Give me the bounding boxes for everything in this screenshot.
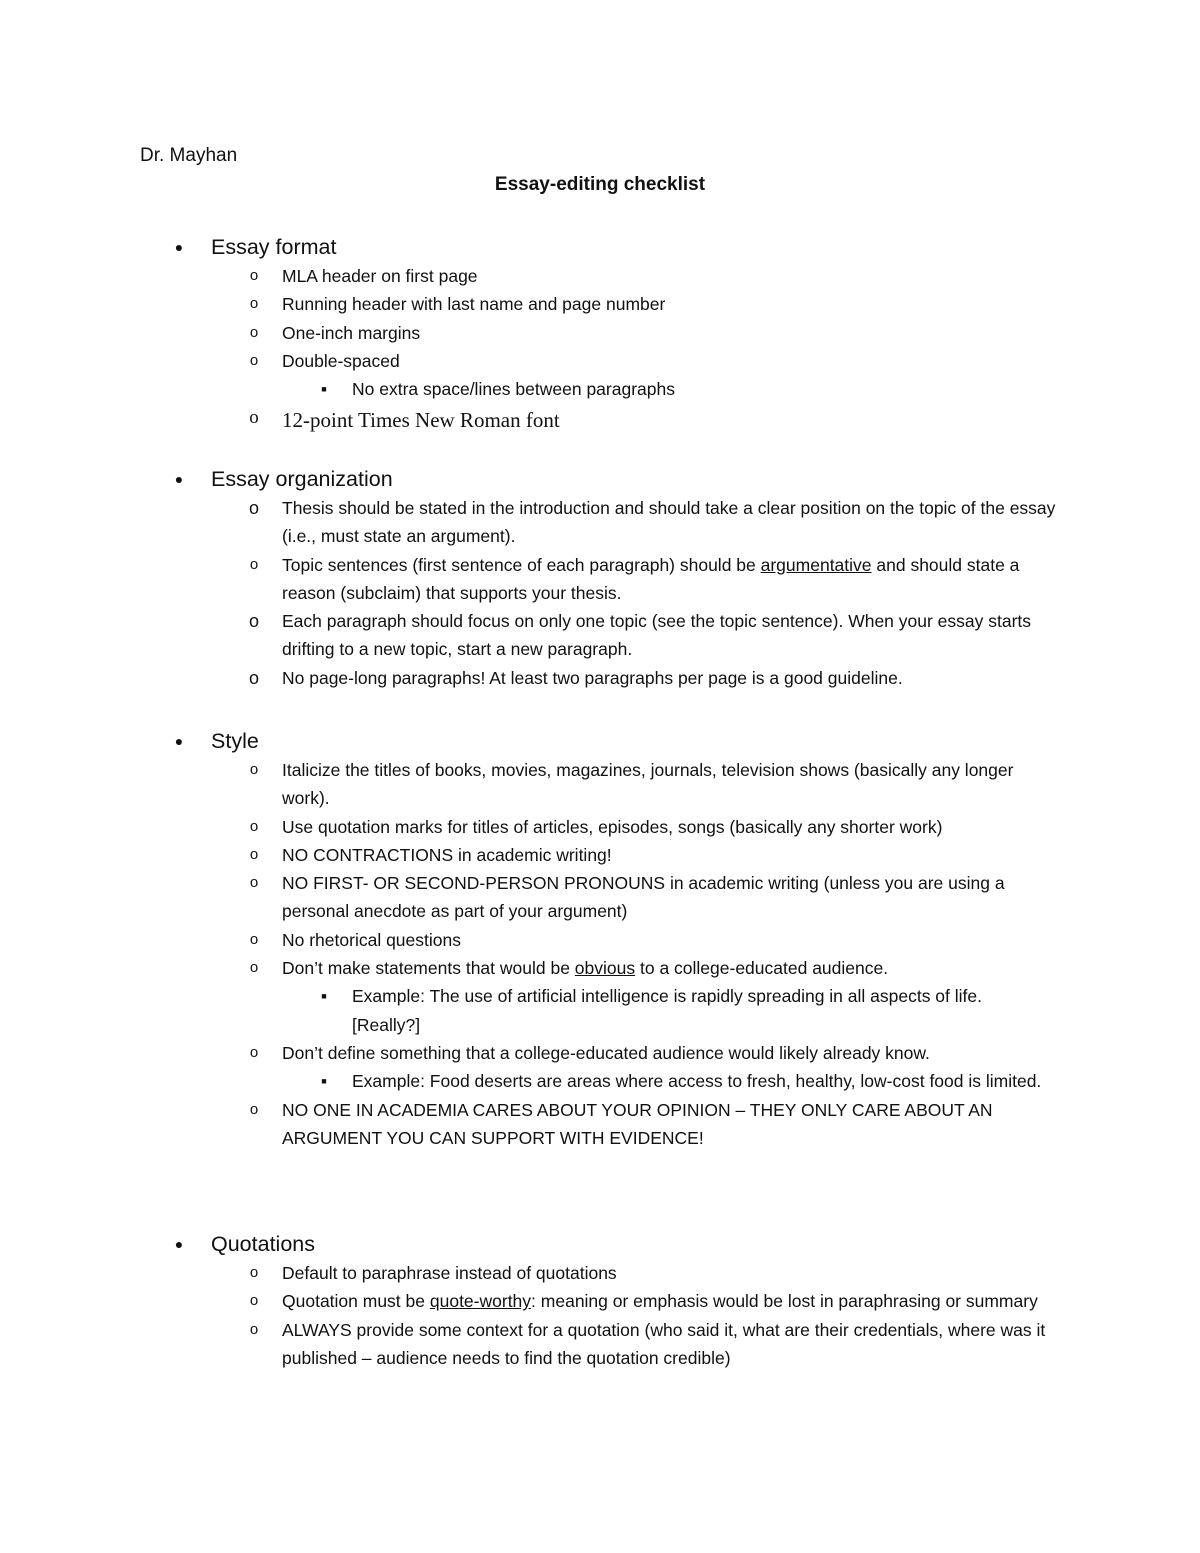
bullet-icon: ● [174,239,184,255]
list-item-text: Double-spaced [282,350,400,371]
circle-bullet-icon: o [249,267,259,284]
list-item-text: and should state a reason (subclaim) that supports your thesis. [282,554,1020,603]
list-item-text: Quotation must be [282,1291,430,1312]
list-item-text: Thesis should be stated in the introduction and should take a clear position on the topic of the essay (i.e., must state an argument). [282,498,1056,547]
bullet-icon: ● [174,1236,184,1252]
list-item [249,347,1057,375]
list-item [249,841,1057,869]
sub-list-item-text: Example: Food deserts are areas where access to fresh, healthy, low-cost food is limited. [352,1071,1042,1092]
sub-list-item-text: No extra space/lines between paragraphs [352,379,675,400]
list-item [249,1316,1057,1373]
underlined-term: quote-worthy [429,1291,532,1312]
list-item-text: Italicize the titles of books, movies, magazines, journals, television shows (basically any longer work). [282,760,1014,809]
sub-list-item [321,375,1052,403]
list-item-text: Each paragraph should focus on only one topic (see the topic sentence). When your essay starts drifting to a new topic, start a new paragraph. [282,611,1032,660]
list-item [248,664,1057,692]
underlined-term: obvious [574,958,636,979]
circle-bullet-icon: o [249,1320,259,1338]
sub-list-item [321,1067,1052,1095]
section-heading [0,1229,1200,1259]
list-item [249,403,1057,435]
circle-bullet-icon: o [248,498,259,518]
circle-bullet-icon: o [249,351,259,369]
list-item-text: Don’t define something that a college-educated audience would likely already know. [282,1042,930,1063]
section-heading [0,464,1200,494]
underlined-term: argumentative [760,554,872,575]
list-item-text: NO FIRST- OR SECOND-PERSON PRONOUNS in academic writing (unless you are using a personal anecdote as part of your argument) [282,873,1005,922]
section-style [0,726,1200,1152]
list-item-text: Default to paraphrase instead of quotations [282,1263,617,1283]
list-item-text: 12-point Times New Roman font [282,408,560,433]
list-item-text: One-inch margins [282,322,421,343]
section-essay-organization [0,464,1200,692]
list-item [248,494,1057,551]
square-bullet-icon: ■ [321,991,327,1002]
sub-list-item [321,982,1052,1039]
circle-bullet-icon: o [249,845,259,863]
list-item [249,756,1057,813]
circle-bullet-icon: o [249,761,259,778]
list-item-text: : meaning or emphasis would be lost in paraphrasing or summary [531,1291,1038,1312]
section-heading-text: Essay format [211,235,337,259]
square-bullet-icon: ■ [321,1076,327,1087]
circle-bullet-icon: o [249,817,259,835]
list-item-text: ALWAYS provide some context for a quotation (who said it, what are their credentials, where was it published – audience needs to find the quotation credible) [282,1319,1046,1368]
sub-list-item-text: Example: The use of artificial intelligence is rapidly spreading in all aspects of life. [Really?] [352,986,982,1035]
list-item [249,319,1057,347]
list-item-text: Topic sentences (first sentence of each paragraph) should be [282,554,761,575]
circle-bullet-icon: o [249,1264,259,1281]
circle-bullet-icon: o [249,407,259,429]
section-quotations [0,1229,1200,1372]
bullet-icon: ● [174,471,184,487]
section-heading [0,232,1200,262]
circle-bullet-icon: o [249,1100,259,1118]
list-item-text: NO CONTRACTIONS in academic writing! [282,844,612,865]
list-item [249,926,1057,954]
list-item-text: No rhetorical questions [282,929,461,950]
circle-bullet-icon: o [249,555,259,573]
section-essay-format [0,232,1200,435]
circle-bullet-icon: o [249,874,259,892]
bullet-icon: ● [174,733,184,749]
list-item [249,290,1057,318]
section-heading-text: Essay organization [211,467,393,491]
section-heading-text: Style [211,729,259,753]
list-item-text: Don’t make statements that would be [282,958,575,979]
author-name: Dr. Mayhan [140,145,238,166]
circle-bullet-icon: o [249,1043,259,1061]
list-item [248,607,1057,664]
section-heading-text: Quotations [211,1232,315,1256]
section-heading [0,726,1200,756]
list-item [249,1039,1057,1067]
circle-bullet-icon: o [249,959,259,977]
list-item-text: Running header with last name and page number [282,294,666,315]
list-item [249,551,1057,608]
list-item [249,813,1057,841]
circle-bullet-icon: o [249,1292,259,1310]
circle-bullet-icon: o [249,323,259,341]
list-item-text: NO ONE IN ACADEMIA CARES ABOUT YOUR OPINION – THEY ONLY CARE ABOUT AN ARGUMENT YOU CAN SUPPORT WITH EVIDENCE! [282,1099,993,1148]
list-item [249,1259,1057,1287]
list-item-text: MLA header on first page [282,266,478,286]
circle-bullet-icon: o [248,667,259,688]
circle-bullet-icon: o [249,295,259,313]
list-item [249,954,1057,982]
list-item [249,869,1057,926]
document-title: Essay-editing checklist [494,174,706,195]
circle-bullet-icon: o [248,611,259,632]
list-item-text: No page-long paragraphs! At least two paragraphs per page is a good guideline. [282,667,903,688]
list-item-text: Use quotation marks for titles of articles, episodes, songs (basically any shorter work) [282,816,943,837]
list-item [249,262,1057,290]
circle-bullet-icon: o [249,930,259,948]
list-item-text: to a college-educated audience. [635,958,889,979]
list-item [249,1096,1057,1153]
square-bullet-icon: ■ [321,384,327,395]
list-item [249,1287,1057,1315]
